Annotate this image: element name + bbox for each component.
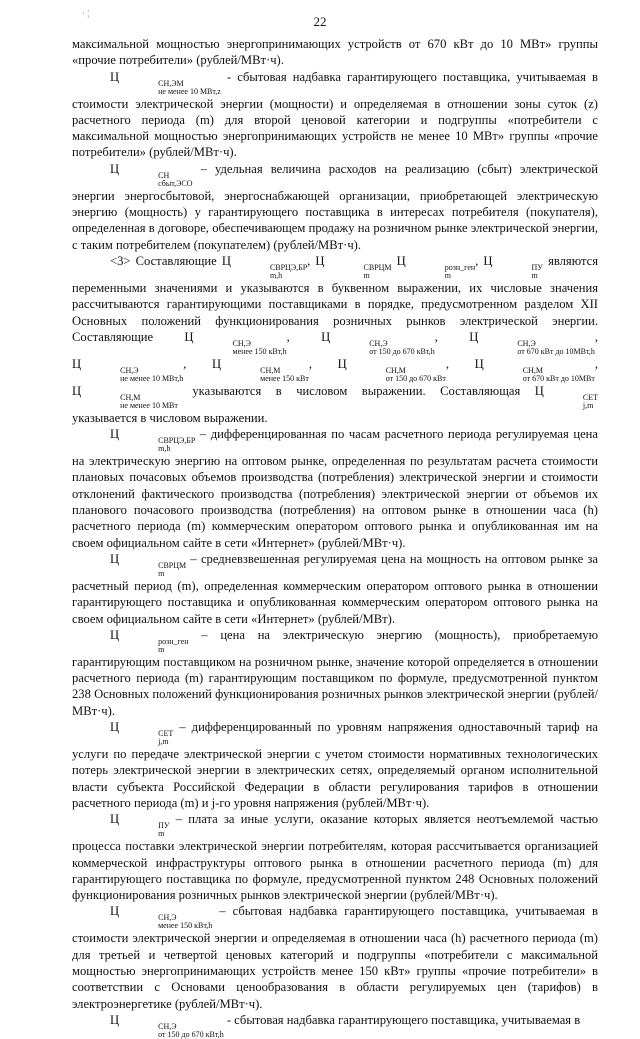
corner-mark: · ¦: [82, 8, 90, 18]
document-body: [72, 36, 598, 1039]
symbol-d3: Ц розн_ген m: [110, 627, 189, 654]
symbol-c1: Ц СН,Э менее 150 кВт,h: [184, 329, 287, 356]
symbol-d1: Ц СВРЦЭ,БР m,h: [110, 427, 196, 454]
symbol-c3: Ц СН,Э от 670 кВт до 10МВт,h: [469, 329, 595, 356]
symbol-s3d: Ц ПУ m: [483, 253, 543, 280]
paragraph-3: Ц СН сбыт,ЭСО – удельная величина расходов на реализацию (сбыт) электрической энергии энергосбытовой, энергоснабжающей организации, приобретающей электрическую энергию (мощность) у гарантирующего поставщика в интересах потребителя (покупателя), определенная в договоре, обеспечивающем продажу на розничном рынке электрической энергии, с таким потребителем (покупателем) (рублей/МВт·ч).: [72, 161, 598, 252]
paragraph-1: максимальной мощностью энергопринимающих устройств от 670 кВт до 10 МВт» группы «прочие потребители» (рублей/МВт·ч).: [72, 37, 598, 68]
symbol-s2: Ц СН сбыт,ЭСО: [110, 161, 193, 188]
page-number: 22: [313, 14, 327, 29]
paragraph-6: Ц СВРЦМ m – средневзвешенная регулируемая цена на мощность на оптовом рынке за расчетный период (m), определенная коммерческим оператором оптового рынка в отношении гарантирующего поставщика и опубликованная коммерческим оператором оптового рынка на своем официальном сайте в сети «Интернет» (рублей/МВт).: [72, 551, 598, 626]
symbol-c4: Ц СН,Э не менее 10 МВт,h: [72, 356, 184, 383]
symbol-c2: Ц СН,Э от 150 до 670 кВт,h: [321, 329, 435, 356]
symbol-d5: Ц ПУ m: [110, 812, 170, 839]
symbol-s3b: Ц СВРЦМ m: [315, 253, 392, 280]
symbol-c8: Ц СН,М не менее 10 МВт: [72, 383, 178, 410]
symbol-c5: Ц СН,М менее 150 кВт: [212, 356, 309, 383]
symbol-cet: Ц СЕТ j,m: [534, 383, 598, 410]
paragraph-11: Ц СН,Э от 150 до 670 кВт,h - сбытовая надбавка гарантирующего поставщика, учитываемая в: [110, 1012, 581, 1039]
paragraph-10: Ц СН,Э менее 150 кВт,h – сбытовая надбавка гарантирующего поставщика, учитываемая в стоимости электрической энергии и определяемая в отношении часа (h) расчетного периода (m) для третьей и четвертой ценовых категорий и подгруппы «потребители с максимальной мощностью энергопринимающих устройств менее 150 кВт» группы «прочие потребители» в соответствии с Основами ценообразования в области регулируемых цен (тарифов) в электроэнергетике (рублей/МВт·ч).: [72, 904, 598, 1011]
symbol-d4: Ц СЕТ j,m: [110, 720, 174, 747]
symbol-s1: Ц СН,ЭМ не менее 10 МВт,z: [110, 69, 221, 96]
symbol-s3a: Ц СВРЦЭ,БР m,h: [221, 253, 308, 280]
symbol-c6: Ц СН,М от 150 до 670 кВт: [337, 356, 446, 383]
paragraph-5: Ц СВРЦЭ,БР m,h – дифференцированная по часам расчетного периода регулируемая цена на электрическую энергию на оптовом рынке, определенная по результатам расчета стоимости плановых почасовых объемов производства (потребления) электрической энергии и стоимости отклонений фактического производства (потребления) электрической энергии от объемов их планового почасового производства (потребления) на оптовом рынке в отношении часа (h) расчетного периода (m) коммерческим оператором оптового рынка и опубликованная им на своем официальном сайте в сети «Интернет» (рублей/МВт·ч).: [72, 427, 598, 550]
paragraph-9: Ц ПУ m – плата за иные услуги, оказание которых является неотъемлемой частью процесса поставки электрической энергии потребителям, которая рассчитывается организацией коммерческой инфраструктуры оптового рынка в отношении расчетного периода (m) для гарантирующего поставщика по формуле, предусмотренной пунктом 248 Основных положений функционирования розничных рынков электрической энергии (рублей/МВт·ч).: [72, 812, 598, 903]
symbol-d6: Ц СН,Э менее 150 кВт,h: [110, 904, 213, 931]
symbol-s3c: Ц розн_ген m: [396, 253, 476, 280]
paragraph-2: Ц СН,ЭМ не менее 10 МВт,z - сбытовая надбавка гарантирующего поставщика, учитываемая в стоимости электрической энергии (мощности) и определяемая в отношении зоны суток (z) расчетного периода (m) для второй ценовой категории и подгруппы «потребители с максимальной мощностью энергопринимающих устройств не менее 10 МВт» группы «прочие потребители» (рублей/МВт·ч).: [72, 69, 598, 160]
symbol-d7: Ц СН,Э от 150 до 670 кВт,h: [110, 1012, 224, 1039]
paragraph-4: <3> Составляющие Ц СВРЦЭ,БР m,h , Ц СВРЦМ m Ц розн_ген m , Ц ПУ m являются переменными значениями и указываются в буквенном выражении, их числовые значения рассчитываются гарантирующими поставщиками в порядке, предусмотренном разделом XII Основных положений функционирования розничных рынков электрической энергии. Составляющие Ц СН,Э менее 150 кВт,h , Ц СН,Э от 150 до 670 кВт,h , Ц СН,Э от 670 кВт до 10МВт,h , Ц СН,Э не менее 10 МВт,h , Ц СН,М менее 150 кВт , Ц СН,М от 150 до 670 кВт , Ц СН,М от 670 кВт до 10МВт , Ц СН,М не менее 10 МВт указываются в числовом выражении. Составляющая Ц СЕТ j,m указывается в числовом выражении.: [72, 253, 599, 425]
paragraph-7: Ц розн_ген m – цена на электрическую энергию (мощность), приобретаемую гарантирующим поставщиком на розничном рынке, значение которой определяется в отношении расчетного периода (m) гарантирующим поставщиком по формуле, предусмотренной пунктом 238 Основных положений функционирования розничных рынков электрической энергии (рублей/МВт·ч).: [72, 627, 598, 718]
symbol-c7: Ц СН,М от 670 кВт до 10МВт: [474, 356, 595, 383]
symbol-d2: Ц СВРЦМ m: [110, 551, 187, 578]
paragraph-8: Ц СЕТ j,m – дифференцированный по уровням напряжения одноставочный тариф на услуги по передаче электрической энергии с учетом стоимости нормативных технологических потерь электрической энергии в электрических сетях, определяемый органом исполнительной власти субъекта Российской Федерации в области регулирования тарифов в отношении расчетного периода (m) и j-го уровня напряжения (рублей/МВт·ч).: [72, 720, 598, 810]
